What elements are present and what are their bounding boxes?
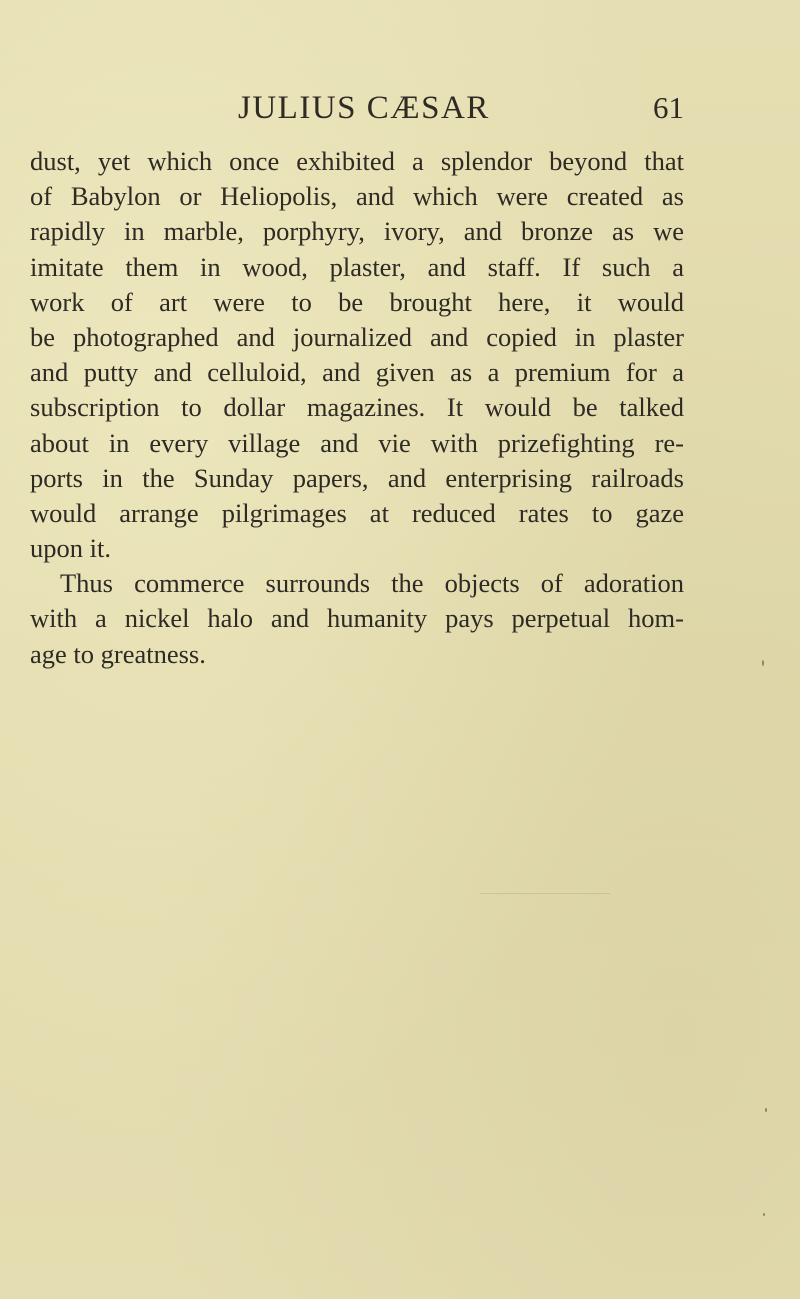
- text-line: Thus commerce surrounds the objects of adoration: [60, 568, 684, 599]
- running-title: JULIUS CÆSAR: [238, 90, 490, 126]
- text-line: with a nickel halo and humanity pays perpetual hom-: [30, 603, 684, 634]
- text-line: would arrange pilgrimages at reduced rates to gaze: [30, 497, 684, 528]
- paper-speck: [765, 1108, 767, 1112]
- text-line: upon it.: [30, 533, 111, 564]
- text-line: of Babylon or Heliopolis, and which were created as: [30, 181, 684, 212]
- text-line: be photographed and journalized and copied in plaster: [30, 321, 684, 352]
- body-text: [30, 144, 684, 672]
- text-line: and putty and celluloid, and given as a premium for a: [30, 357, 684, 388]
- paper-speck: [763, 1213, 765, 1216]
- running-head: [30, 86, 684, 130]
- paper-speck: [762, 660, 764, 666]
- page-number: 61: [653, 90, 684, 125]
- text-line: imitate them in wood, plaster, and staff. If such a: [30, 251, 684, 282]
- text-line: rapidly in marble, porphyry, ivory, and bronze as we: [30, 216, 684, 247]
- text-line: work of art were to be brought here, it would: [30, 286, 684, 317]
- text-line: about in every village and vie with prizefighting re-: [30, 427, 684, 458]
- paper-crease: [480, 893, 610, 894]
- text-line: ports in the Sunday papers, and enterprising railroads: [30, 462, 684, 493]
- text-line: dust, yet which once exhibited a splendor beyond that: [30, 146, 684, 176]
- text-line: age to greatness.: [30, 638, 206, 669]
- text-line: subscription to dollar magazines. It would be talked: [30, 392, 684, 423]
